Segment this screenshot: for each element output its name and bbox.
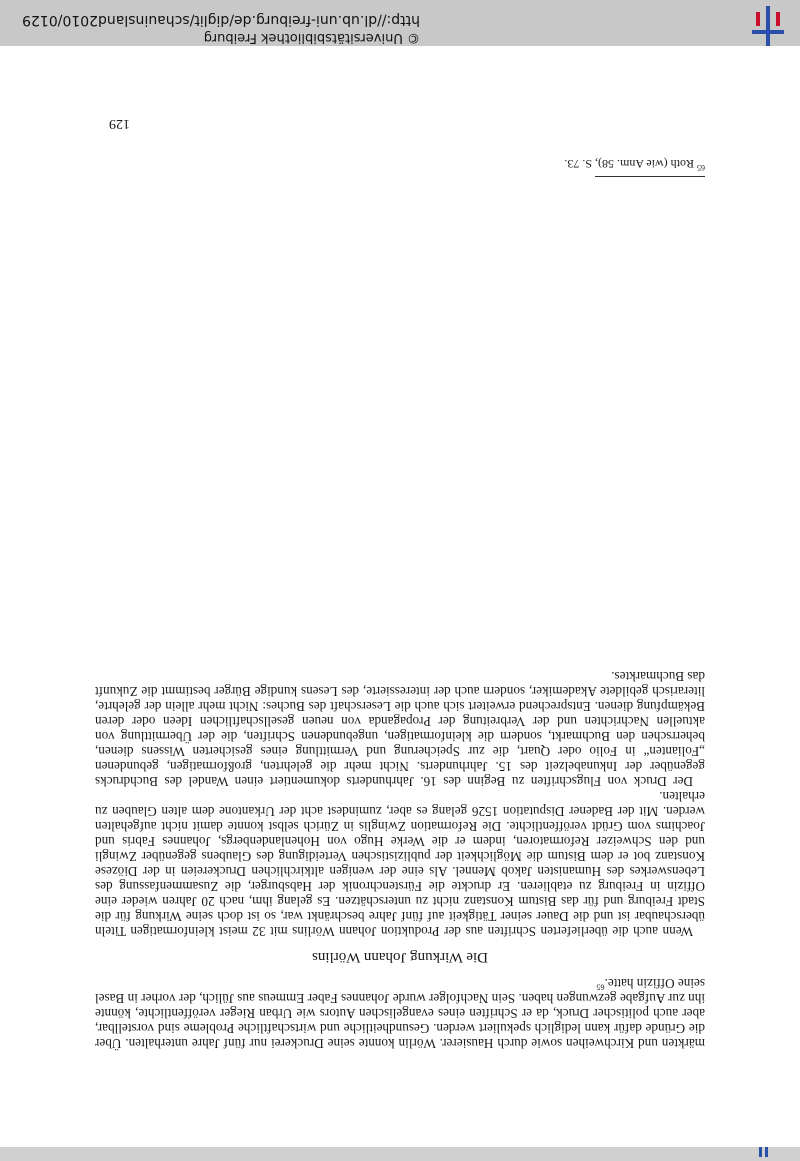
footnote-number: 65	[697, 163, 705, 172]
footnote-reference: 65	[596, 982, 605, 992]
header-bar	[0, 1147, 800, 1161]
footnote-text: Roth (wie Anm. 58), S. 73.	[564, 157, 694, 171]
copyright-text: © Universitätsbibliothek Freiburg	[203, 30, 420, 45]
footer-bar	[0, 0, 800, 46]
source-url-link[interactable]: http://dl.ub.uni-freiburg.de/diglit/schauinsland2010/0129	[22, 12, 420, 28]
page-number: 129	[109, 116, 130, 131]
article-body	[95, 669, 705, 1051]
paragraph-1: Wenn auch die überlieferten Schriften aus der Produktion Johann Wörlins mit 32 meist kleinformatigen Titeln überschaubar ist und die Dauer seiner Tätigkeit auf fünf Jahre beschränkt war, so ist doch seine Wirkung für die Stadt Freiburg und für das Bistum Konstanz nicht zu unterschätzen. Es gelang ihm, nach 20 Jahren wieder eine Offizin in Freiburg zu etablieren. Er druckte die Fürstenchronik der Habsburger, die Zusammenfassung des Lebenswerkes des Humanisten Jakob Mennel. Als eine der wenigen altkirchlichen Druckereien in der Diözese Konstanz bot er dem Bistum die Möglichkeit der publizistischen Verteidigung des Glaubens gegenüber Zwingli und den Schweizer Reformatoren, indem er die Werke Hugo von Hohenlandenbergs, Johannes Fabris und Joachims vom Grüdt veröffentlichte. Die Reformation Zwinglis in Zürich selbst konnte damit nicht aufgehalten werden. Mit der Badener Disputation 1526 gelang es aber, zumindest acht der Urkantone dem alten Glauben zu erhalten.	[95, 789, 705, 939]
section-heading: Die Wirkung Johann Wörlins	[312, 949, 488, 965]
university-logo-icon	[746, 6, 790, 46]
paragraph-continued: märkten und Kirchweihen sowie durch Hausierer. Wörlin konnte seine Druckerei nur fünf Jahre unterhalten. Über die Gründe dafür kann lediglich spekuliert werden. Gesundheitliche und wirtschaftliche Probleme sind vorstellbar, aber auch politischer Druck, da er Schriften eines evangelischen Autors wie Urban Rieger veröffentlichte, könnte ihn zur Aufgabe gezwungen haben. Sein Nachfolger wurde Johannes Faber Emmeus aus Jülich, der vorher in Basel seine Offizin hatte.$^{65}$	[95, 976, 705, 1051]
paragraph-2: Der Druck von Flugschriften zu Beginn des 16. Jahrhunderts dokumentiert einen Wandel des Buchdrucks gegenüber der Inkunabelzeit des 15. Jahrhunderts. Nicht mehr die gelehrten, großformatigen, gebundenen „Folianten“ in Folio oder Quart, die zur Speicherung und Vermittlung eines gesicherten Wissens dienen, beherrschen den Buchmarkt, sondern die kleinformatigen, ungebundenen Schriften, die der Übermittlung von aktuellen Nachrichten und der Verbreitung der Propaganda von neuen gesellschaftlichen Ideen oder deren Bekämpfung dienen. Entsprechend erweitert sich auch die Leserschaft des Buches: Nicht mehr allein der gelehrte, literarisch gebildete Akademiker, sondern auch der interessierte, des Lesens kundige Bürger bestimmt die Zukunft das Buchmarktes.	[95, 669, 705, 789]
footnote	[95, 157, 705, 171]
footnote-divider	[595, 176, 705, 177]
logo-marks-icon	[756, 1147, 770, 1157]
